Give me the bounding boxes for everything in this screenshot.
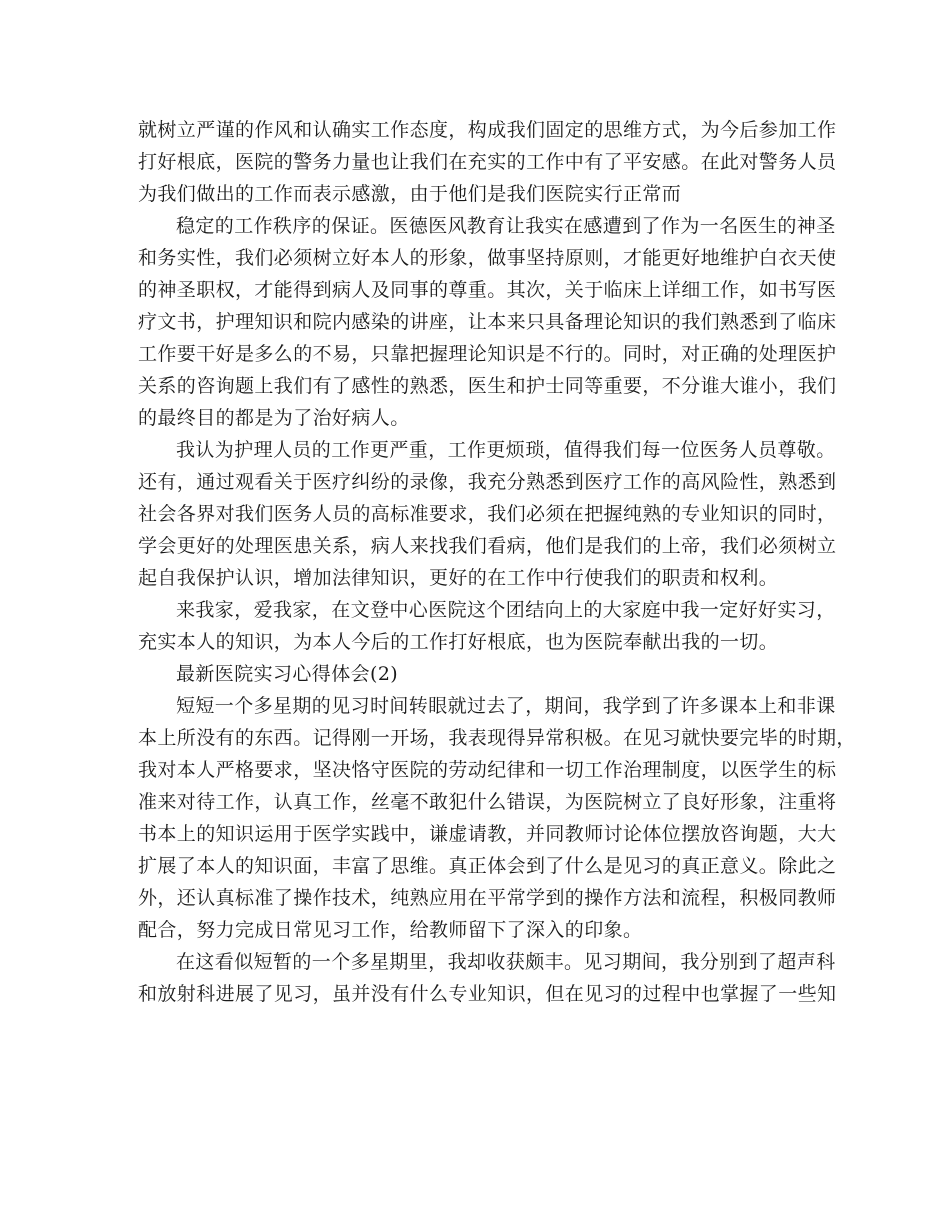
text-line: 扩展了本人的知识面，丰富了思维。真正体会到了什么是见习的真正意义。除此之 — [138, 855, 837, 877]
text-line: 起自我保护认识，增加法律知识，更好的在工作中行使我们的职责和权利。 — [138, 567, 779, 589]
document-body — [138, 114, 856, 1010]
text-line: 社会各界对我们医务人员的高标准要求，我们必须在把握纯熟的专业知识的同时， — [138, 503, 837, 525]
text-line: 疗文书，护理知识和院内感染的讲座，让本来只具备理论知识的我们熟悉到了临床 — [138, 311, 837, 333]
text-line: 和务实性，我们必须树立好本人的形象，做事坚持原则，才能更好地维护白衣天使 — [138, 247, 837, 269]
paragraph-first-line: 我认为护理人员的工作更严重，工作更烦琐，值得我们每一位医务人员尊敬。 — [176, 439, 836, 461]
text-line: 和放射科进展了见习，虽并没有什么专业知识，但在见习的过程中也掌握了一些知 — [138, 983, 837, 1005]
text-line: 我对本人严格要求，坚决恪守医院的劳动纪律和一切工作治理制度，以医学生的标 — [138, 759, 837, 781]
paragraph-first-line: 短短一个多星期的见习时间转眼就过去了，期间，我学到了许多课本上和非课 — [176, 695, 836, 717]
text-line: 准来对待工作，认真工作，丝毫不敢犯什么错误，为医院树立了良好形象，注重将 — [138, 791, 837, 813]
text-line: 还有，通过观看关于医疗纠纷的录像，我充分熟悉到医疗工作的高风险性，熟悉到 — [138, 471, 837, 493]
paragraph-first-line: 稳定的工作秩序的保证。医德医风教育让我实在感遭到了作为一名医生的神圣 — [176, 215, 836, 237]
text-line: 的最终目的都是为了治好病人。 — [138, 407, 410, 429]
text-line: 为我们做出的工作而表示感激，由于他们是我们医院实行正常而 — [138, 183, 682, 205]
text-line: 书本上的知识运用于医学实践中，谦虚请教，并同教师讨论体位摆放咨询题，大大 — [138, 823, 837, 845]
section-heading: 最新医院实习心得体会(2) — [176, 663, 399, 685]
text-line: 本上所没有的东西。记得刚一开场，我表现得异常积极。在见习就快要完毕的时期， — [138, 727, 856, 749]
text-line: 外，还认真标准了操作技术，纯熟应用在平常学到的操作方法和流程，积极同教师 — [138, 887, 837, 909]
text-line: 学会更好的处理医患关系，病人来找我们看病，他们是我们的上帝，我们必须树立 — [138, 535, 837, 557]
text-line: 就树立严谨的作风和认确实工作态度，构成我们固定的思维方式，为今后参加工作 — [138, 119, 837, 141]
text-line: 充实本人的知识，为本人今后的工作打好根底，也为医院奉献出我的一切。 — [138, 631, 779, 653]
text-line: 的神圣职权，才能得到病人及同事的尊重。其次，关于临床上详细工作，如书写医 — [138, 279, 837, 301]
paragraph-first-line: 在这看似短暂的一个多星期里，我却收获颇丰。见习期间，我分别到了超声科 — [176, 951, 836, 973]
text-line: 关系的咨询题上我们有了感性的熟悉，医生和护士同等重要，不分谁大谁小，我们 — [138, 375, 837, 397]
text-line: 工作要干好是多么的不易，只靠把握理论知识是不行的。同时，对正确的处理医护 — [138, 343, 837, 365]
paragraph-first-line: 来我家，爱我家，在文登中心医院这个团结向上的大家庭中我一定好好实习， — [176, 599, 836, 621]
text-line: 打好根底，医院的警务力量也让我们在充实的工作中有了平安感。在此对警务人员 — [138, 151, 837, 173]
text-line: 配合，努力完成日常见习工作，给教师留下了深入的印象。 — [138, 919, 643, 941]
